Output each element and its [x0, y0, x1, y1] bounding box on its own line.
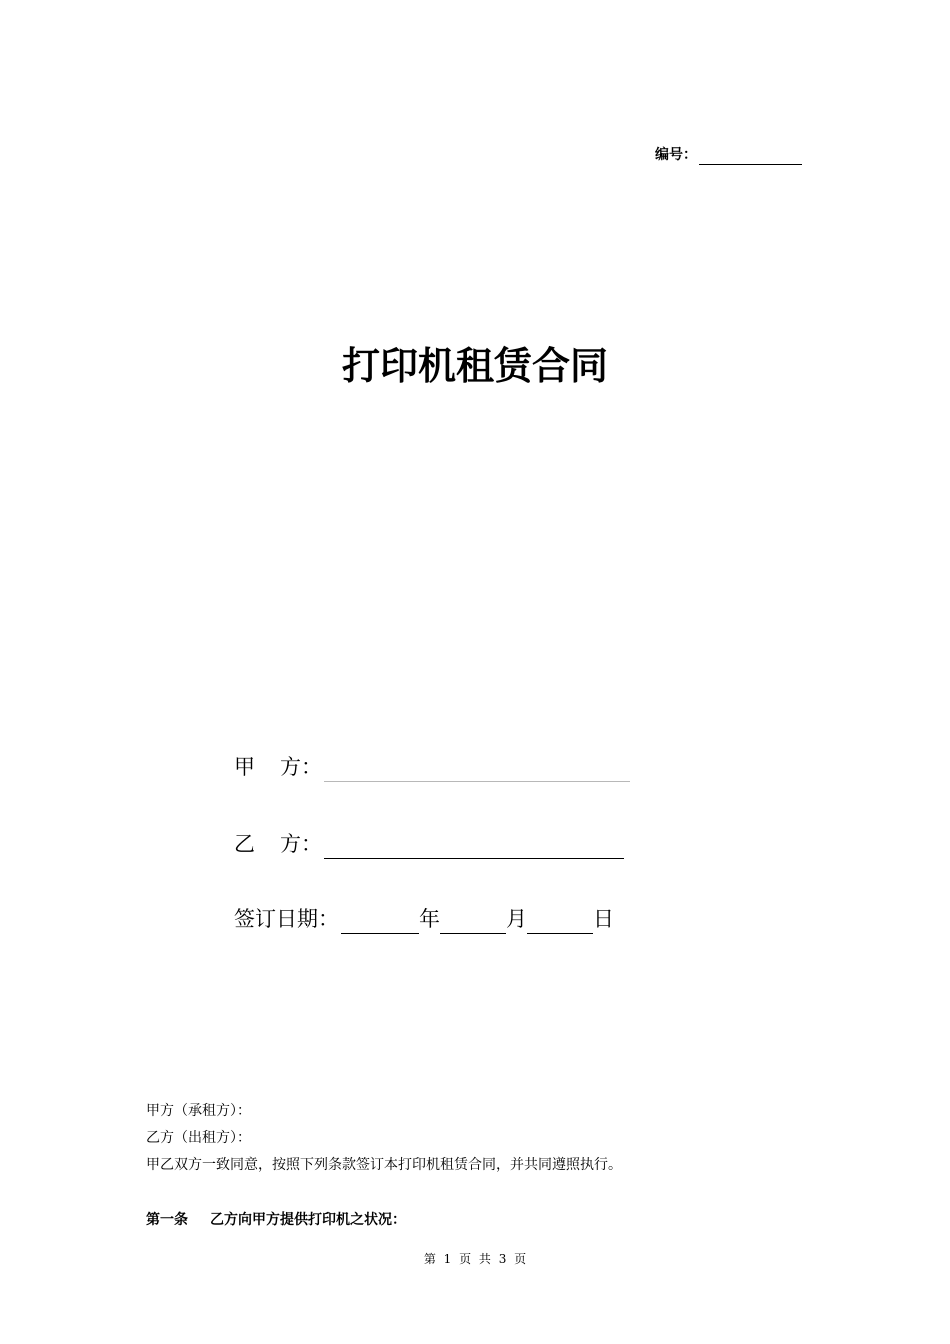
article-number: 第一条 [146, 1212, 188, 1228]
day-label: 日 [593, 907, 614, 931]
month-label: 月 [506, 907, 527, 931]
party-b-label: 乙 [234, 832, 255, 856]
year-label: 年 [419, 907, 440, 931]
party-b-lessor-line: 乙方（出租方）： [146, 1130, 251, 1146]
party-a-line [234, 752, 630, 782]
party-a-lessee-line: 甲方（承租方）： [146, 1103, 251, 1119]
serial-number-blank[interactable] [699, 149, 802, 165]
year-blank[interactable] [341, 913, 419, 934]
day-blank[interactable] [527, 913, 593, 934]
contract-title: 打印机租赁合同 [341, 344, 608, 388]
article-text: 乙方向甲方提供打印机之状况： [210, 1212, 406, 1228]
party-b-line [234, 829, 624, 859]
serial-number [655, 145, 802, 165]
party-a-label-suffix: 方： [280, 755, 322, 779]
party-b-blank[interactable] [324, 838, 624, 859]
party-a-label: 甲 [234, 755, 255, 779]
agreement-statement: 甲乙双方一致同意，按照下列条款签订本打印机租赁合同，并共同遵照执行。 [146, 1157, 622, 1173]
sign-date-line [234, 904, 614, 934]
month-blank[interactable] [440, 913, 506, 934]
party-a-blank[interactable] [324, 761, 630, 782]
article-one-heading [146, 1210, 406, 1230]
serial-number-label: 编号： [655, 147, 697, 163]
sign-date-label: 签订日期： [234, 907, 339, 931]
party-b-label-suffix: 方： [280, 832, 322, 856]
page-footer: 第 1 页 共 3 页 [423, 1252, 527, 1266]
